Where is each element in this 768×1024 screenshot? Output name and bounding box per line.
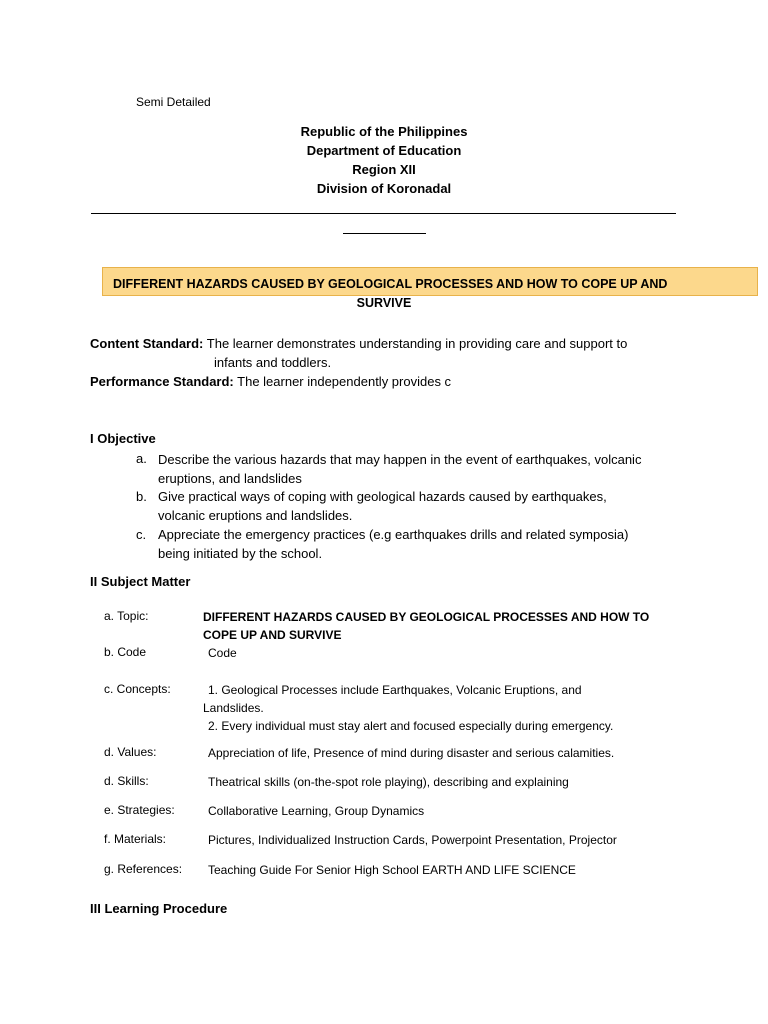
letterhead-department: Department of Education [306, 143, 462, 158]
objective-letter: a. [136, 451, 147, 466]
code-value: Code [208, 646, 237, 660]
subject-matter-heading: II Subject Matter [90, 574, 191, 589]
objective-item-c [158, 525, 628, 563]
learning-procedure-heading: III Learning Procedure [90, 901, 228, 916]
header-short-rule [343, 233, 426, 234]
objective-letter: c. [136, 527, 147, 542]
objective-item-b [158, 487, 607, 525]
letterhead-region: Region XII [352, 162, 416, 177]
objective-letter: b. [136, 489, 147, 504]
topic-value-line1: DIFFERENT HAZARDS CAUSED BY GEOLOGICAL PROCESSES AND HOW TO [203, 610, 650, 624]
skills-value: Theatrical skills (on-the-spot role playing), describing and explaining [208, 775, 569, 789]
topic-value [203, 608, 649, 644]
materials-value: Pictures, Individualized Instruction Cards, Powerpoint Presentation, Projector [208, 833, 617, 847]
strategies-value: Collaborative Learning, Group Dynamics [208, 804, 425, 818]
letterhead-division: Division of Koronadal [316, 181, 452, 196]
letterhead [0, 122, 768, 198]
objective-item-a [158, 450, 641, 488]
performance-standard-text: The learner independently provides c [233, 374, 452, 389]
lesson-title-line1: DIFFERENT HAZARDS CAUSED BY GEOLOGICAL PROCESSES AND HOW TO COPE UP AND [113, 277, 668, 291]
references-value: Teaching Guide For Senior High School EARTH AND LIFE SCIENCE [208, 863, 576, 877]
concepts-label: c. Concepts: [104, 682, 171, 696]
objective-item-b-line1: Give practical ways of coping with geological hazards caused by earthquakes, [158, 489, 607, 504]
concepts-line3: 2. Every individual must stay alert and focused especially during emergency. [208, 719, 614, 733]
skills-label: d. Skills: [104, 774, 149, 788]
materials-label: f. Materials: [104, 832, 167, 846]
concepts-line1: 1. Geological Processes include Earthquakes, Volcanic Eruptions, and [208, 683, 582, 697]
objective-item-c-line1: Appreciate the emergency practices (e.g earthquakes drills and related symposia) [158, 527, 629, 542]
content-standard [90, 335, 627, 353]
topic-label: a. Topic: [104, 609, 149, 623]
values-label: d. Values: [104, 745, 157, 759]
content-standard-label: Content Standard: [90, 336, 204, 351]
strategies-label: e. Strategies: [104, 803, 175, 817]
header-rule [91, 213, 676, 214]
topic-value-line2: COPE UP AND SURVIVE [203, 628, 342, 642]
content-standard-text: The learner demonstrates understanding in providing care and support to [203, 336, 628, 351]
letterhead-country: Republic of the Philippines [300, 124, 468, 139]
references-label: g. References: [104, 862, 183, 876]
performance-standard [90, 373, 451, 391]
objective-item-b-line2: volcanic eruptions and landslides. [158, 508, 353, 523]
values-value: Appreciation of life, Presence of mind during disaster and serious calamities. [208, 746, 615, 760]
objective-heading: I Objective [90, 431, 156, 446]
concepts-line2: Landslides. [203, 701, 264, 715]
lesson-title-line2: SURVIVE [356, 296, 412, 310]
performance-standard-label: Performance Standard: [90, 374, 234, 389]
content-standard-text-cont: infants and toddlers. [214, 355, 332, 370]
objective-item-a-line1: Describe the various hazards that may happen in the event of earthquakes, volcanic [158, 452, 642, 467]
objective-item-c-line2: being initiated by the school. [158, 546, 323, 561]
doc-type-label: Semi Detailed [136, 95, 211, 109]
objective-item-a-line2: eruptions, and landslides [158, 471, 302, 486]
code-label: b. Code [104, 645, 147, 659]
